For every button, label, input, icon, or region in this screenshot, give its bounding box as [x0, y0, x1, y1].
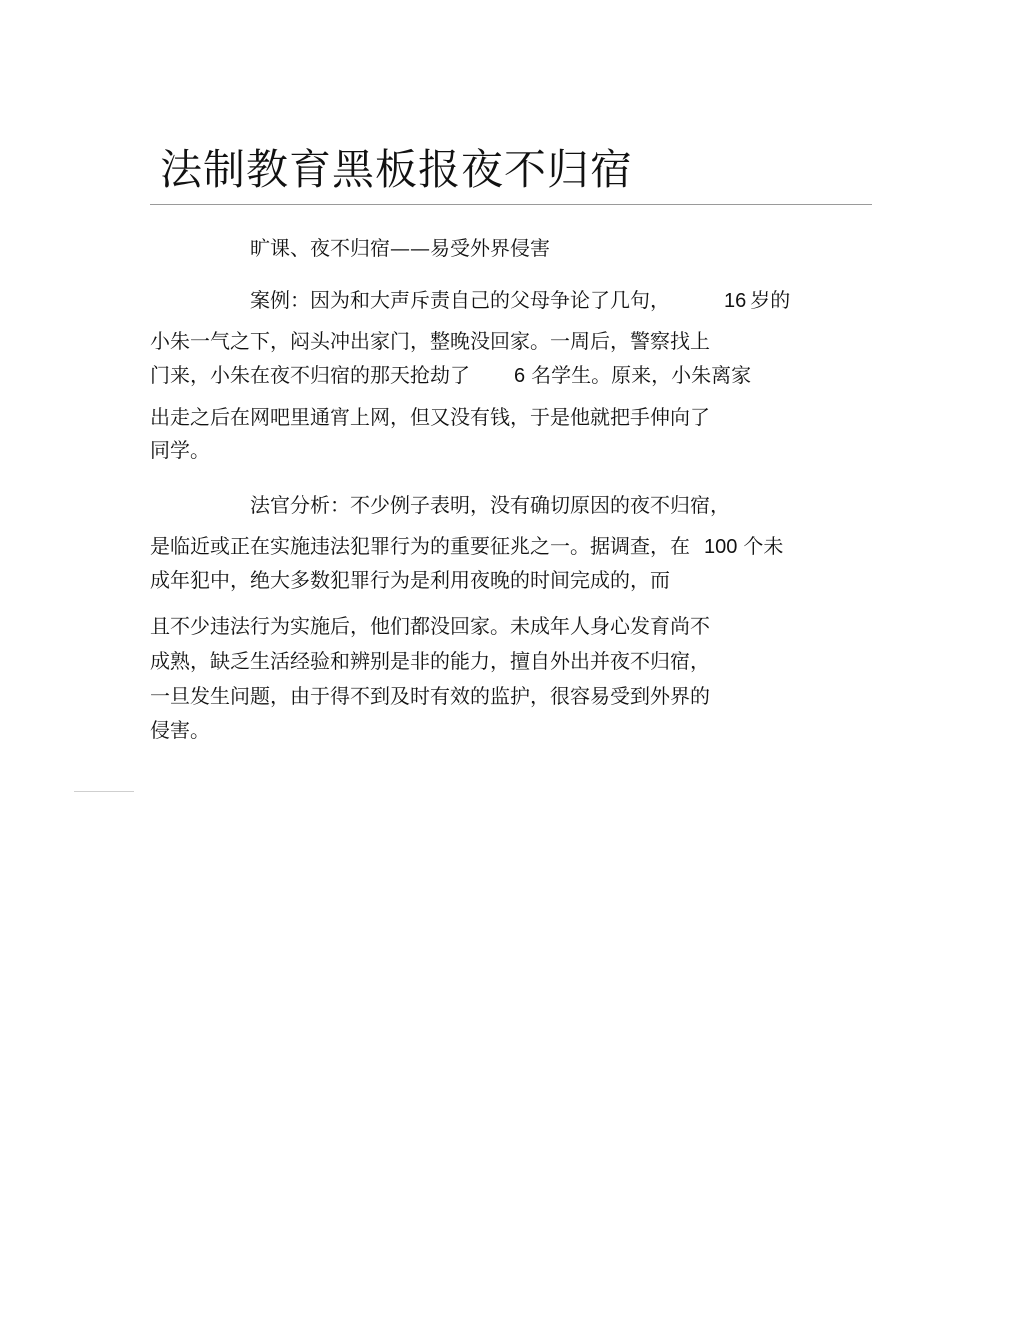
page-title: 法制教育黑板报夜不归宿: [160, 145, 634, 194]
case-line-2: 小朱一气之下，闷头冲出家门，整晚没回家。一周后，警察找上: [150, 329, 710, 353]
analysis-line-1: 法官分析：不少例子表明，没有确切原因的夜不归宿，: [250, 493, 730, 517]
case-line-5: 同学。: [150, 438, 210, 462]
case-victims-number: 6: [514, 365, 526, 387]
title-divider: [150, 204, 872, 205]
analysis-line-2-text: 是临近或正在实施违法犯罪行为的重要征兆之一。据调查，在: [150, 534, 690, 558]
analysis-line-3: 成年犯中，绝大多数犯罪行为是利用夜晚的时间完成的，而: [150, 568, 670, 592]
case-line-4: 出走之后在网吧里通宵上网，但又没有钱，于是他就把手伸向了: [150, 405, 710, 429]
case-line-1-suffix: 岁的: [750, 288, 791, 312]
case-line-3: [150, 361, 751, 390]
analysis-line-5: 成熟，缺乏生活经验和辨别是非的能力，擅自外出并夜不归宿，: [150, 649, 710, 673]
footer-divider: [74, 791, 134, 792]
subheading: 旷课、夜不归宿——易受外界侵害: [250, 236, 550, 260]
analysis-line-2-suffix: 个未: [743, 534, 784, 558]
case-line-3-suffix: 名学生。原来，小朱离家: [531, 363, 752, 387]
analysis-line-2: [150, 532, 783, 561]
analysis-line-4: 且不少违法行为实施后，他们都没回家。未成年人身心发育尚不: [150, 614, 710, 638]
case-line-1-text: 案例：因为和大声斥责自己的父母争论了几句，: [250, 288, 670, 312]
analysis-count-number: 100: [704, 536, 738, 558]
case-line-3-text: 门来，小朱在夜不归宿的那天抢劫了: [150, 363, 470, 387]
case-line-1: [250, 286, 790, 315]
analysis-line-6: 一旦发生问题，由于得不到及时有效的监护，很容易受到外界的: [150, 684, 710, 708]
case-age-number: 16: [724, 290, 747, 312]
analysis-line-7: 侵害。: [150, 718, 210, 742]
